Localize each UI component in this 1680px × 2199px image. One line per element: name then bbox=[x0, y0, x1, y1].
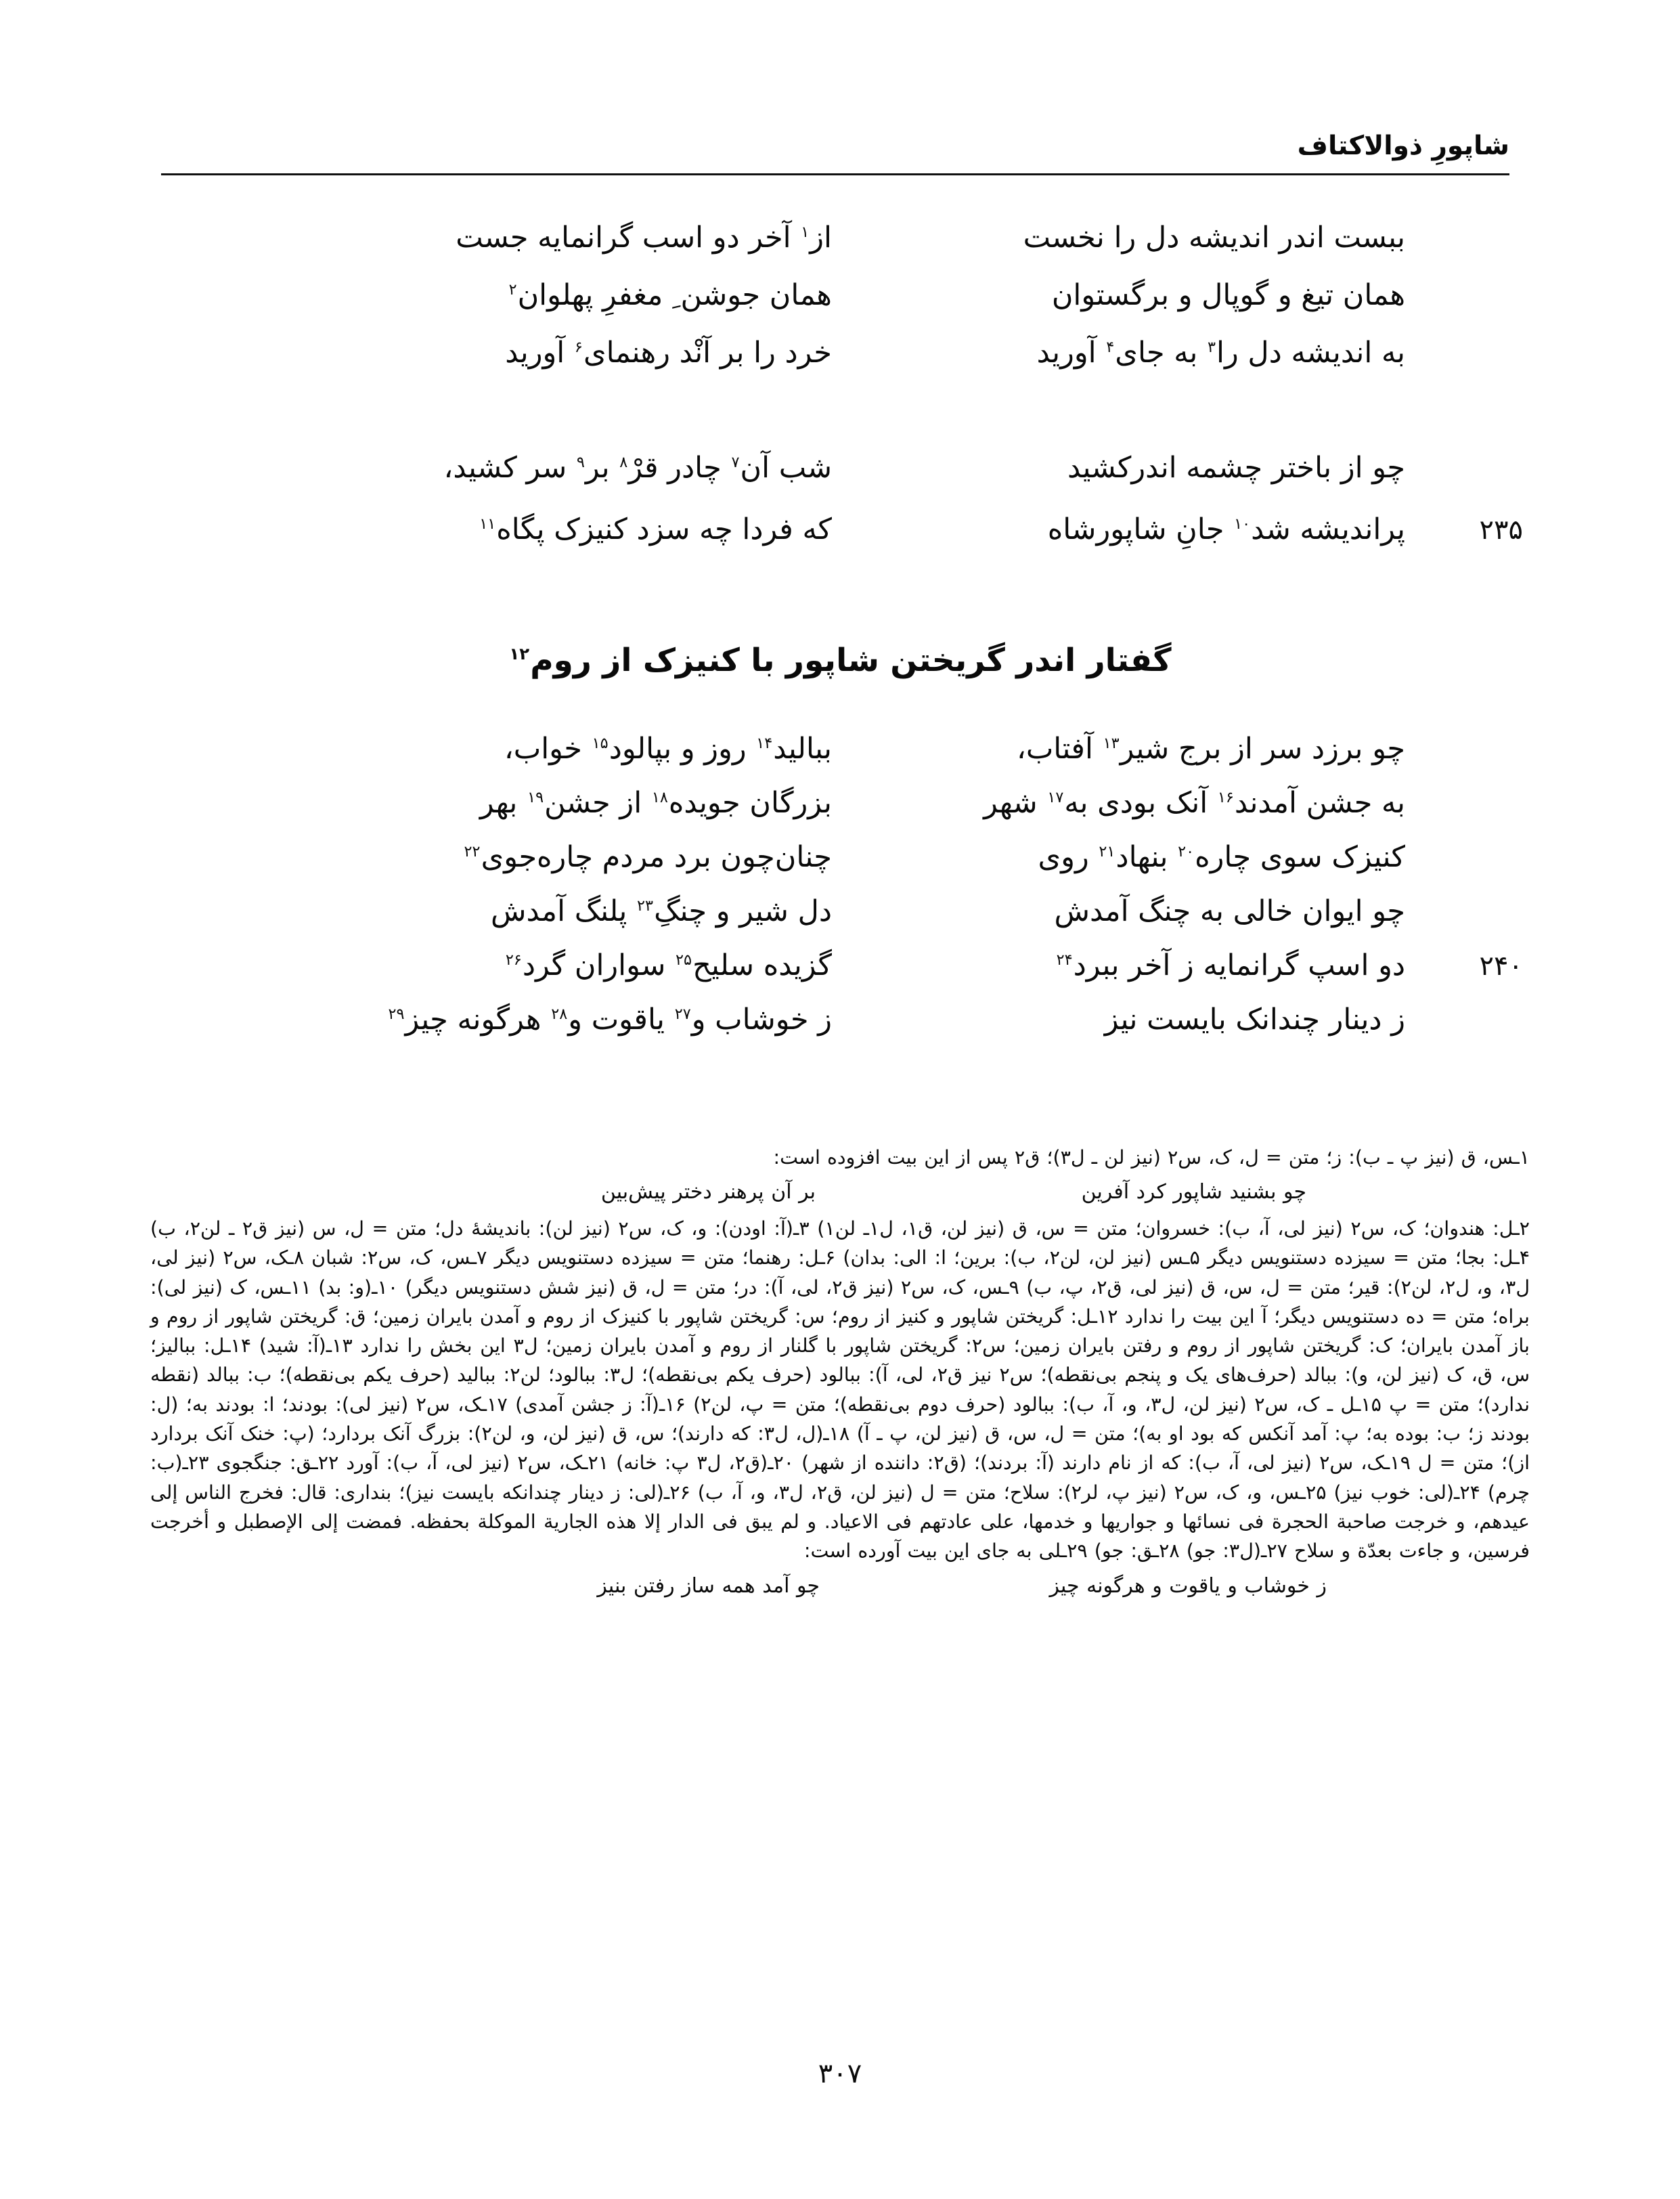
hemistich-text: ببالید bbox=[773, 732, 832, 766]
hemistich-left bbox=[161, 515, 840, 544]
hemistich-text-cont: چادر قرْ bbox=[628, 451, 731, 485]
footnote-marker: ۲۲ bbox=[464, 842, 481, 861]
hemistich-text-cont: آورید bbox=[505, 336, 574, 370]
hemistich-text: خرد را بر آنْد رهنمای bbox=[583, 336, 832, 370]
footnote-marker: ۱۲ bbox=[509, 644, 530, 664]
footnote-marker: ۱۱ bbox=[479, 515, 496, 533]
hemistich-left bbox=[161, 840, 840, 874]
hemistich-left: چو آمد همه ساز رفتن بنیز bbox=[597, 1573, 820, 1598]
verse-line bbox=[161, 336, 1519, 370]
hemistich-right bbox=[840, 786, 1519, 820]
running-head bbox=[161, 133, 1519, 187]
hemistich-left bbox=[161, 336, 840, 370]
hemistich-right bbox=[840, 732, 1519, 766]
hemistich-left bbox=[161, 786, 840, 820]
hemistich-right: چو ایوان خالی به چنگ آمدش bbox=[1054, 894, 1405, 928]
footnote-marker: ۳ bbox=[1207, 338, 1216, 356]
hemistich-text-cont: آخر دو اسب گرانمایه جست bbox=[456, 221, 801, 255]
page-number: ۳۰۷ bbox=[818, 2058, 862, 2089]
hemistich-text: بزرگان جویده bbox=[668, 786, 832, 820]
hemistich-text-cont: پلنگ آمدش bbox=[490, 894, 637, 928]
hemistich-right: همان تیغ و گوپال و برگستوان bbox=[1051, 278, 1405, 312]
hemistich-text-cont: جانِ شاپورشاه bbox=[1047, 513, 1234, 546]
hemistich-text: ز خوشاب و bbox=[691, 1003, 832, 1037]
verse-number: ۲۴۰ bbox=[1479, 951, 1523, 982]
hemistich-right: چو بشنید شاپور کرد آفرین bbox=[1081, 1180, 1306, 1204]
hemistich-text: دو اسپ گرانمایه ز آخر ببرد bbox=[1073, 949, 1405, 982]
footnote-marker: ۲۱ bbox=[1099, 842, 1115, 861]
footnote-marker: ۲۷ bbox=[674, 1005, 691, 1023]
verse-line bbox=[161, 732, 1519, 766]
hemistich-text-cont: آورید bbox=[1036, 336, 1106, 370]
hemistich-text: چنان‌چون برد مردم چاره‌جوی bbox=[481, 840, 832, 874]
footnote-entry-1: ۱ـس، ق (نیز پ ـ ب): ز؛ متن = ل، ک، س۲ (نیز لن ـ ل۳)؛ ق۲ پس از این بیت افزوده است: bbox=[773, 1146, 1530, 1169]
verse-line bbox=[161, 513, 1523, 546]
footnote-marker: ۱۶ bbox=[1217, 788, 1234, 806]
footnote-marker: ۱۳ bbox=[1103, 734, 1120, 752]
verse-number: ۲۳۵ bbox=[1479, 515, 1523, 546]
footnote-marker: ۲۵ bbox=[676, 951, 692, 969]
hemistich-text-cont: سواران گرد bbox=[522, 949, 676, 982]
section-heading-text: گفتار اندر گریختن شاپور با کنیزک از روم bbox=[530, 642, 1172, 679]
hemistich-text-cont: هرگونه چیز bbox=[405, 1003, 551, 1037]
verse-line bbox=[161, 949, 1523, 982]
footnote-marker: ۱۸ bbox=[651, 788, 668, 806]
verse-line bbox=[161, 278, 1519, 312]
footnote-marker: ۸ bbox=[619, 453, 628, 471]
hemistich-text-cont: بنهاد bbox=[1115, 840, 1178, 874]
hemistich-text-cont: سر کشید، bbox=[443, 451, 576, 485]
hemistich-left bbox=[161, 951, 840, 980]
hemistich-left bbox=[161, 223, 840, 253]
stanza-one bbox=[161, 223, 1519, 368]
verse-line bbox=[161, 1005, 1519, 1035]
hemistich-text: از bbox=[810, 221, 832, 255]
verse-line bbox=[161, 894, 1519, 928]
hemistich-right: ز خوشاب و یاقوت و هرگونه چیز bbox=[1049, 1573, 1327, 1598]
footnote-apparatus bbox=[150, 1143, 1530, 1607]
stanza-two bbox=[161, 451, 1523, 546]
footnote-marker: ۲۹ bbox=[388, 1005, 405, 1023]
footnote-marker: ۱۴ bbox=[756, 734, 773, 752]
hemistich-text: پراندیشه شد bbox=[1251, 513, 1405, 546]
hemistich-right bbox=[840, 336, 1519, 370]
hemistich-text-cont: بر bbox=[585, 451, 619, 485]
hemistich-text-cont: یاقوت و bbox=[568, 1003, 674, 1037]
hemistich-text: دل شیر و چنگِ bbox=[654, 894, 832, 928]
footnote-marker: ۲۶ bbox=[505, 951, 522, 969]
verse-line bbox=[161, 451, 1519, 485]
verse-line bbox=[161, 840, 1519, 874]
hemistich-text: گزیده سلیح bbox=[692, 949, 832, 982]
hemistich-text: چو از باختر چشمه اندرکشید bbox=[1067, 451, 1405, 485]
hemistich-text: شب آن bbox=[740, 451, 832, 485]
footnote-marker: ۱۹ bbox=[527, 788, 544, 806]
hemistich-left bbox=[161, 278, 840, 312]
footnote-marker: ۱۰ bbox=[1234, 515, 1251, 533]
footnote-marker: ۷ bbox=[731, 453, 740, 471]
hemistich-right: ببست اندر اندیشه دل را نخست bbox=[1023, 221, 1405, 255]
footnote-marker: ۹ bbox=[576, 453, 585, 471]
footnote-marker: ۲۰ bbox=[1178, 842, 1195, 861]
hemistich-text: به جشن آمدند bbox=[1234, 786, 1405, 820]
hemistich-right: ز دینار چندانک بایست نیز bbox=[1104, 1003, 1405, 1037]
hemistich-text: که فردا چه سزد کنیزک پگاه bbox=[496, 513, 832, 546]
hemistich-text-cont: آفتاب، bbox=[1016, 732, 1103, 766]
footnote-marker: ۱ bbox=[801, 223, 810, 241]
hemistich-right bbox=[840, 513, 1523, 546]
footnote-marker: ۱۷ bbox=[1047, 788, 1064, 806]
running-head-title: شاپورِ ذوالاکتاف bbox=[1297, 131, 1509, 161]
footnote-inserted-verse-2 bbox=[150, 1571, 1530, 1602]
hemistich-text-cont: به جای bbox=[1115, 336, 1207, 370]
footnote-inserted-verse bbox=[150, 1177, 1530, 1208]
hemistich-left: بر آن پرهنر دختر پیش‌بین bbox=[600, 1180, 816, 1204]
verse-line bbox=[161, 786, 1519, 820]
footnote-marker: ۲۸ bbox=[551, 1005, 568, 1023]
hemistich-right bbox=[840, 840, 1519, 874]
hemistich-text-cont: روز و بپالود bbox=[609, 732, 756, 766]
hemistich-left bbox=[161, 732, 840, 766]
stanza-three bbox=[161, 732, 1523, 1037]
hemistich-right bbox=[840, 451, 1519, 485]
hemistich-text: کنیزک سوی چاره bbox=[1195, 840, 1405, 874]
footnote-marker: ۶ bbox=[574, 338, 583, 356]
hemistich-text-cont: بهر bbox=[479, 786, 527, 820]
footnote-marker: ۱۵ bbox=[592, 734, 609, 752]
footnote-body: ۲ـل: هندوان؛ ک، س۲ (نیز لی، آ، ب): خسروان؛ متن = س، ق (نیز لن، ق۱، ل۱ـ لن۱) ۳ـ(آ: اودن): و، ک، س۲ (نیز لن): باندیشهٔ دل؛ متن = ل، س (نیز ق۲ ـ لن۲، ب) ۴ـل: بجا؛ متن = سیزده دستنویس دیگر ۵ـس (نیز لن، لن۲، ب): برین؛ ا: الی: بدان) ۶ـل: رهنما؛ متن = سیزده دستنویس دیگر ۷ـس، ک، س۲: شبان ۸ـک، س۲ (نیز لی، ل۳، و، ل۲، لن۲): قیر؛ متن = ل، س، ق (نیز لی، ق۲، پ، ب) ۹ـس، ک، س۲ (نیز ق۲، لی، آ): در؛ متن = ل، ق (نیز شش دستنویس دیگر) ۱۰ـ(و: بد) ۱۱ـس، ک (نیز لی): براه؛ متن = ده دستنویس دیگر؛ آ این بیت را ندارد ۱۲ـل: گریختن شاپور و کنیز از روم؛ س: گریختن شاپور با کنیزک از روم و آمدن بایران زمین؛ ق: گریختن شاپور از روم و باز آمدن بایران؛ ک: گریختن شاپور از روم و رفتن بایران زمین؛ س۲: گریختن شاپور با گلنار از روم و آمدن بایران زمین؛ ل۳ این بخش را ندارد ۱۳ـ(آ: شید) ۱۴ـل: ببالیز؛ س، ق، ک (نیز لن، و): ببالد (حرف‌های یک و پنجم بی‌نقطه)؛ س۲ نیز ق۲، لی، آ): ببالود (حرف یکم بی‌نقطه)؛ ل۳: ببالود؛ لن۲: ببالید (حرف یکم بی‌نقطه)؛ ب: ببالد (نقطه ندارد)؛ متن = پ ۱۵ـل ـ ک، س۲ (نیز لن، ل۳، و، آ، ب): ببالود (حرف دوم بی‌نقطه)؛ متن = پ، لن۲) ۱۶ـ(آ: ز جشن آمدی) ۱۷ـک، س۲ (نیز لی): بودند؛ ا: بودند به؛ (ل: بودند ز؛ ب: بوده به؛ پ: آمد آنکس که بود او به)؛ متن = ل، س، ق (نیز لن، پ ـ آ) ۱۸ـ(ل، ل۳: که دارند)؛ س، ق (نیز لن، و، لن۲): بزرگ آنک بردارد؛ (پ: خنک آنک بردارد از)؛ متن = ل ۱۹ـک، س۲ (نیز لی، آ، ب): که از نام دارند (آ: بردند)؛ (ق۲: داننده از شهر) ۲۰ـ(ق۲، ل۳ پ: خانه) ۲۱ـک، س۲ (نیز لی، آ، ب): آورد ۲۲ـق: جنگجوی ۲۳ـ(ب: چرم) ۲۴ـ(لی: خوب نیز) ۲۵ـس، و، ک، س۲ (نیز پ، لر۲): سلاح؛ متن = ل (نیز لن، ق۲، ل۳، و، آ، ب) ۲۶ـ(لی: ز دینار چندانکه بایست نیز)؛ بنداری: قال: فخرج الناس إلی عیدهم، و خرجت صاحبة الحجرة فی نسائها و جواریها و خدمها، علی عادتهم فی الاعیاد. و لم یبق فی الدار إلا هذه الجاریة الموکلة بحفظه. فمضت إلی الإصطبل و أخرجت فرسین، و جاءت بعدّة و سلاح ۲۷ـ(ل۳: جو) ۲۸ـق: جو) ۲۹ـلی به جای این بیت آورده است: bbox=[150, 1217, 1530, 1563]
footnote-marker: ۴ bbox=[1106, 338, 1115, 356]
verse-line bbox=[161, 223, 1519, 253]
footnote-marker: ۲ bbox=[508, 280, 517, 299]
hemistich-left bbox=[161, 894, 840, 928]
hemistich-text: چو برزد سر از برج شیر bbox=[1120, 732, 1405, 766]
hemistich-text-cont: شهر bbox=[983, 786, 1047, 820]
hemistich-text-cont: خواب، bbox=[504, 732, 592, 766]
hemistich-text: به اندیشه دل را bbox=[1216, 336, 1405, 370]
header-rule bbox=[161, 173, 1509, 175]
hemistich-text-cont: آنک بودی به bbox=[1064, 786, 1217, 820]
section-heading bbox=[161, 642, 1519, 679]
hemistich-left bbox=[161, 451, 840, 485]
hemistich-text-cont: از جشن bbox=[544, 786, 651, 820]
footnote-marker: ۲۴ bbox=[1056, 951, 1073, 969]
hemistich-right bbox=[840, 949, 1523, 982]
hemistich-left bbox=[161, 1005, 840, 1035]
footnote-marker: ۲۳ bbox=[637, 896, 654, 915]
hemistich-text-cont: روی bbox=[1038, 840, 1099, 874]
hemistich-text: همان جوشن ِ مغفرِ پهلوان bbox=[517, 278, 832, 312]
